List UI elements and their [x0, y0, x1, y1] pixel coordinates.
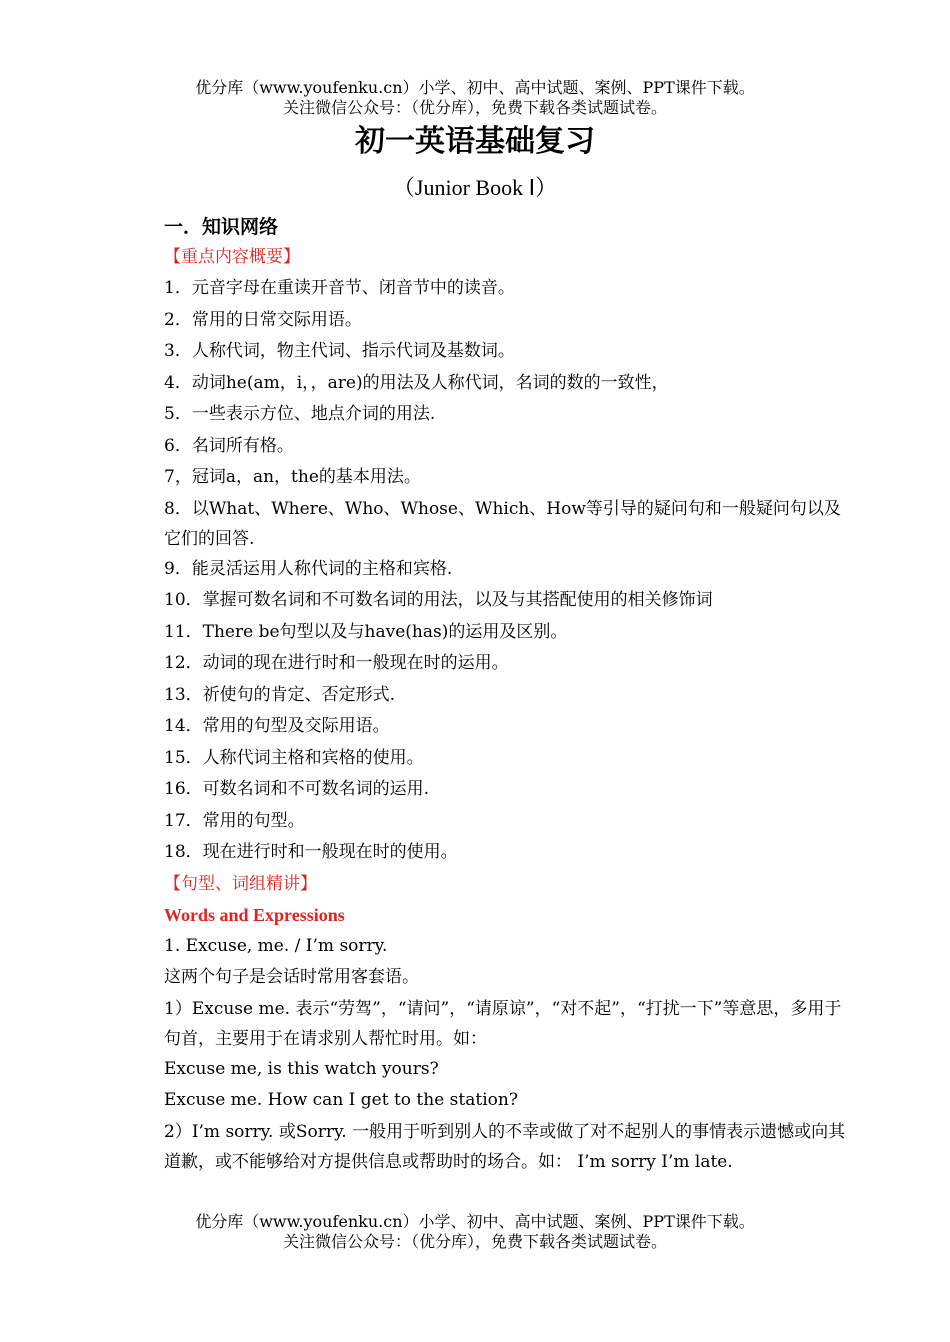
body-paragraph: 2）I’m sorry. 或Sorry. 一般用于听到别人的不幸或做了对不起别人的事情表示遗憾或向其道歉，或不能够给对方提供信息或帮助时的场合。如： I’m sorry I’m late. — [164, 1121, 846, 1172]
overview-item: 7，冠词a，an，the的基本用法。 — [164, 467, 421, 487]
overview-item: 5．一些表示方位、地点介词的用法. — [164, 404, 436, 424]
overview-item: 9．能灵活运用人称代词的主格和宾格. — [164, 558, 453, 579]
overview-item: 6．名词所有格。 — [164, 435, 294, 456]
overview-item: 8．以What、Where、Who、Whose、Which、How等引导的疑问句和一般疑问句以及它们的回答. — [164, 498, 841, 549]
section-heading: 一．知识网络 — [164, 216, 279, 238]
header-line-1: 优分库（www.youfenku.cn）小学、初中、高中试题、案例、PPT课件下载。 — [195, 78, 755, 97]
page-footer — [0, 1212, 950, 1252]
example-sentence: Excuse me, is this watch yours? — [164, 1058, 439, 1079]
example-sentence: Excuse me. How can I get to the station? — [164, 1090, 518, 1110]
footer-line-1: 优分库（www.youfenku.cn）小学、初中、高中试题、案例、PPT课件下载。 — [195, 1212, 755, 1231]
overview-item: 2．常用的日常交际用语。 — [164, 309, 362, 330]
page-header — [0, 78, 950, 118]
overview-label: 【重点内容概要】 — [164, 247, 300, 267]
body-line: 这两个句子是会话时常用客套语。 — [164, 967, 419, 987]
overview-item: 1．元音字母在重读开音节、闭音节中的读音。 — [164, 278, 515, 298]
overview-item: 12．动词的现在进行时和一般现在时的运用。 — [164, 653, 509, 673]
document-body — [164, 212, 854, 1177]
overview-item: 16．可数名词和不可数名词的运用. — [164, 779, 430, 799]
overview-item: 3．人称代词，物主代词、指示代词及基数词。 — [164, 341, 515, 361]
document-title: 初一英语基础复习 — [355, 124, 595, 159]
body-paragraph: 1）Excuse me. 表示“劳驾”，“请问”，“请原谅”，“对不起”，“打扰一下”等意思，多用于句首，主要用于在请求别人帮忙时用。如： — [164, 998, 842, 1049]
overview-item: 11．There be句型以及与have(has)的运用及区别。 — [164, 621, 568, 642]
phrases-label: 【句型、词组精讲】 — [164, 873, 317, 894]
overview-item: 4．动词he(am，i，，are)的用法及人称代词，名词的数的一致性， — [164, 372, 669, 393]
document-subtitle: （Junior Book Ⅰ） — [392, 175, 558, 200]
overview-item: 14．常用的句型及交际用语。 — [164, 716, 390, 736]
body-line: 1. Excuse, me. / I’m sorry. — [164, 935, 388, 956]
overview-item: 10．掌握可数名词和不可数名词的用法，以及与其搭配使用的相关修饰词 — [164, 590, 713, 610]
overview-item: 13．祈使句的肯定、否定形式. — [164, 684, 396, 705]
overview-item: 18．现在进行时和一般现在时的使用。 — [164, 842, 458, 862]
words-heading: Words and Expressions — [164, 904, 345, 925]
header-line-2: 关注微信公众号：（优分库），免费下载各类试题试卷。 — [282, 98, 667, 117]
overview-item: 17．常用的句型。 — [164, 810, 305, 831]
footer-line-2: 关注微信公众号：（优分库），免费下载各类试题试卷。 — [282, 1232, 667, 1251]
overview-item: 15．人称代词主格和宾格的使用。 — [164, 747, 424, 768]
